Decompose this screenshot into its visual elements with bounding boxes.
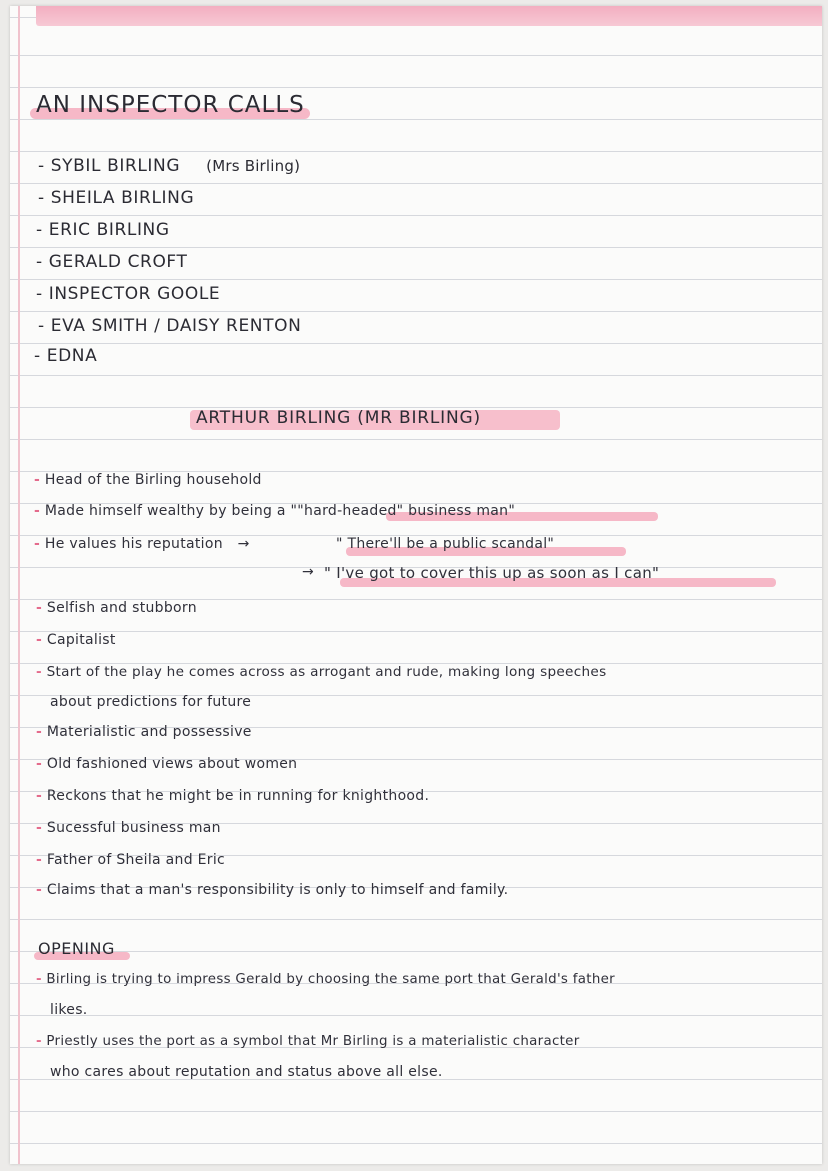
- point-father: - Father of Sheila and Eric: [36, 852, 226, 868]
- character-eric: - ERIC BIRLING: [36, 220, 170, 240]
- point-successful: - Sucessful business man: [36, 820, 221, 836]
- character-edna: - EDNA: [34, 346, 98, 366]
- character-inspector: - INSPECTOR GOOLE: [36, 284, 221, 304]
- point-selfish: - Selfish and stubborn: [36, 600, 197, 616]
- point-wealthy: - Made himself wealthy by being a ""hard-headed" business man": [34, 503, 516, 519]
- page-title: AN INSPECTOR CALLS: [36, 92, 305, 118]
- arrow-icon: →: [237, 536, 250, 552]
- opening-heading: OPENING: [38, 939, 115, 958]
- opening-line-2: likes.: [50, 1002, 88, 1018]
- opening-line-4: who cares about reputation and status above all else.: [50, 1064, 443, 1080]
- point-predictions: about predictions for future: [50, 694, 252, 710]
- point-materialistic: - Materialistic and possessive: [36, 724, 252, 740]
- opening-line-3: - Priestly uses the port as a symbol that Mr Birling is a materialistic character: [36, 1034, 580, 1049]
- point-old-fashioned: - Old fashioned views about women: [36, 756, 298, 772]
- opening-line-1: - Birling is trying to impress Gerald by choosing the same port that Gerald's father: [36, 972, 615, 987]
- point-knighthood: - Reckons that he might be in running for knighthood.: [36, 788, 430, 804]
- character-sybil: - SYBIL BIRLING (Mrs Birling): [38, 156, 301, 176]
- quote-scandal: " There'll be a public scandal": [336, 536, 555, 552]
- arrow-icon: →: [302, 564, 315, 580]
- point-arrogant: - Start of the play he comes across as arrogant and rude, making long speeches: [36, 664, 607, 680]
- pink-tape-strip: [36, 6, 822, 26]
- point-reputation: - He values his reputation →: [34, 536, 250, 552]
- character-sheila: - SHEILA BIRLING: [38, 188, 195, 208]
- notebook-page: [10, 6, 822, 1164]
- character-gerald: - GERALD CROFT: [36, 252, 188, 272]
- point-head-of-household: - Head of the Birling household: [34, 472, 262, 488]
- character-eva: - EVA SMITH / DAISY RENTON: [38, 316, 302, 336]
- section-heading: ARTHUR BIRLING (MR BIRLING): [196, 408, 481, 428]
- point-capitalist: - Capitalist: [36, 632, 116, 648]
- point-responsibility: - Claims that a man's responsibility is only to himself and family.: [36, 882, 509, 898]
- quote-cover-up: " I've got to cover this up as soon as I can": [324, 564, 660, 582]
- margin-line: [18, 6, 20, 1164]
